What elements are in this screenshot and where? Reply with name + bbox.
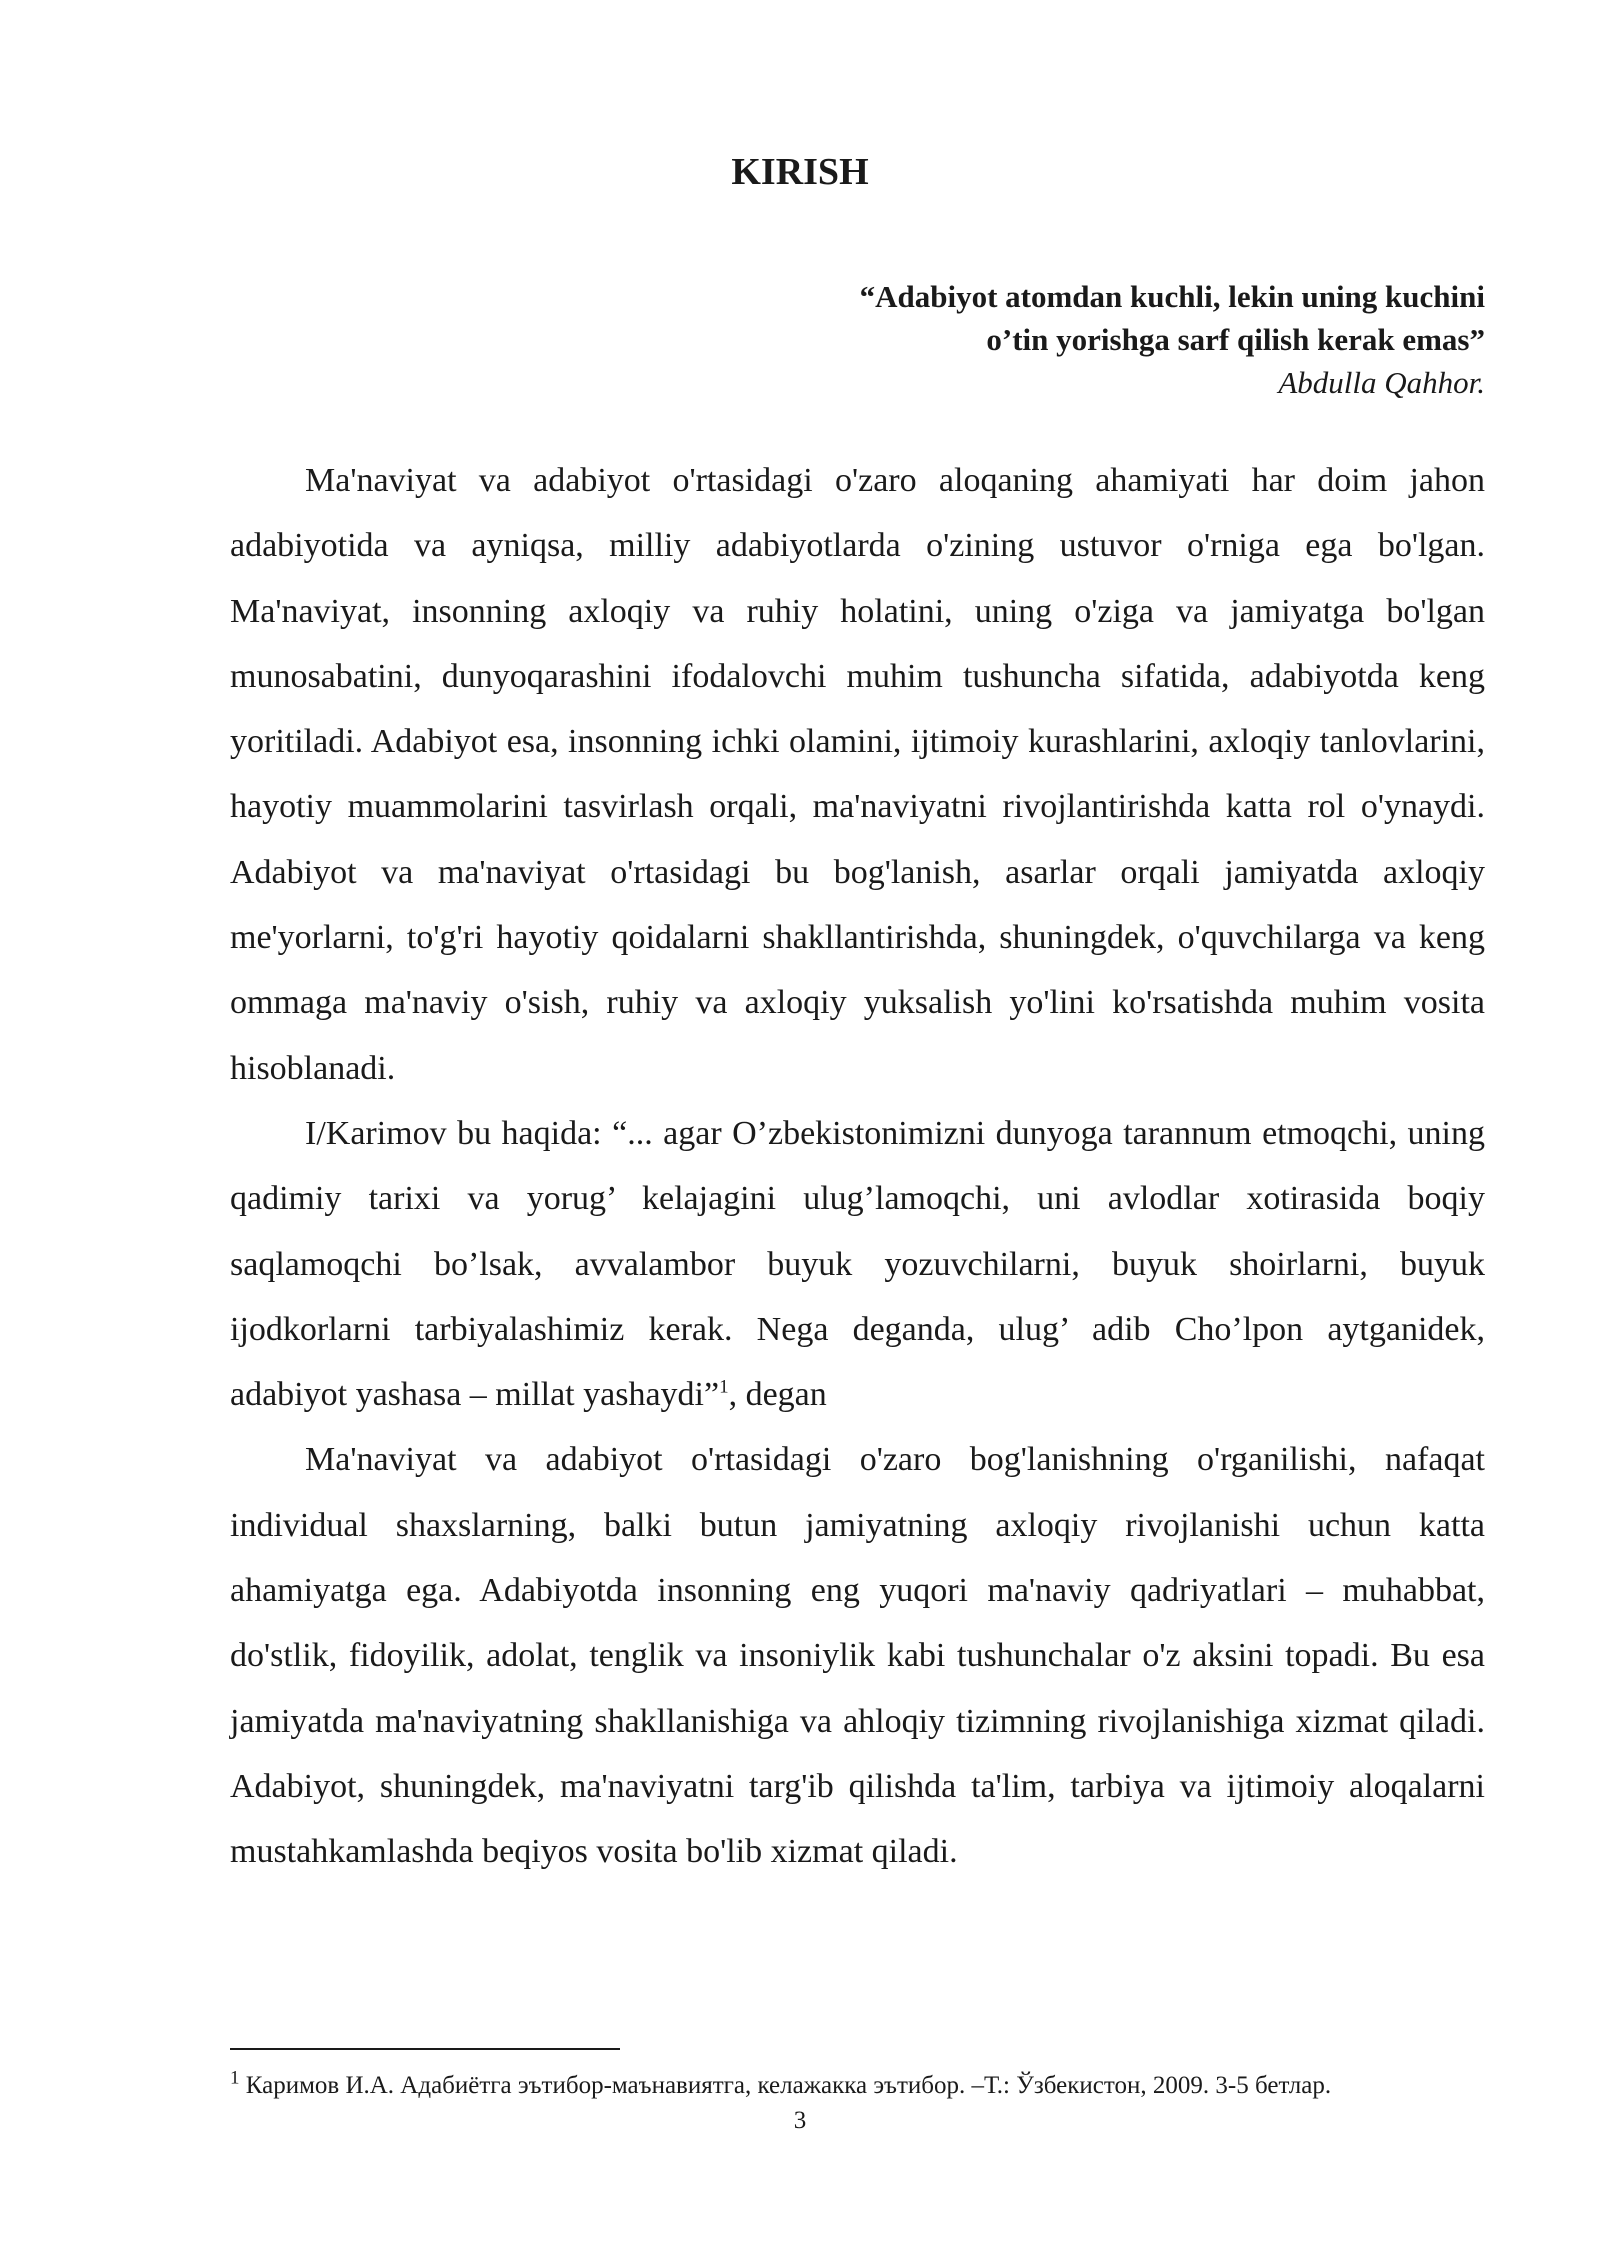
paragraph-2-text: I/Karimov bu haqida: “... agar O’zbekistonimizni dunyoga tarannum etmoqchi, uning qadimiy tarixi va yorug’ kelajagini ulug’lamoqchi, uni avlodlar xotirasida boqiy saqlamoqchi bo’lsak, avvalambor buyuk yozuvchilarni, buyuk shoirlarni, buyuk ijodkorlarni tarbiyalashimiz kerak. Nega deganda, ulug’ adib Cho’lpon aytganidek, adabiyot yashasa – millat yashaydi” xyxy=(230,1114,1485,1414)
paragraph-1: Ma'naviyat va adabiyot o'rtasidagi o'zaro aloqaning ahamiyati har doim jahon adabiyotida va ayniqsa, milliy adabiyotlarda o'zining ustuvor o'rniga ega bo'lgan. Ma'naviyat, insonning axloqiy va ruhiy holatini, uning o'ziga va jamiyatga bo'lgan munosabatini, dunyoqarashini ifodalovchi muhim tushuncha sifatida, adabiyotda keng yoritiladi. Adabiyot esa, insonning ichki olamini, ijtimoiy kurashlarini, axloqiy tanlovlarini, hayotiy muammolarini tasvirlash orqali, ma'naviyatni rivojlantirishda katta rol o'ynaydi. Adabiyot va ma'naviyat o'rtasidagi bu bog'lanish, asarlar orqali jamiyatda axloqiy me'yorlarni, to'g'ri hayotiy qoidalarni shakllantirishda, shuningdek, o'quvchilarga va keng ommaga ma'naviy o'sish, ruhiy va axloqiy yuksalish yo'lini ko'rsatishda muhim vosita hisoblanadi. xyxy=(230,462,1485,1087)
body-text xyxy=(230,448,1485,1885)
page-heading: KIRISH xyxy=(731,151,869,193)
epigraph-quote-line-2: o’tin yorishga sarf qilish kerak emas” xyxy=(986,322,1485,357)
epigraph-quote-line-1: “Adabiyot atomdan kuchli, lekin uning kuchini xyxy=(859,279,1485,314)
footnote-text: Каримов И.А. Адабиётга эътибор-маънавиятга, келажакка эътибор. –Т.: Ўзбекистон, 2009. 3-5 бетлар. xyxy=(239,2072,1332,2099)
epigraph xyxy=(860,275,1485,404)
footnote xyxy=(230,2068,1331,2104)
footnote-reference[interactable]: 1 xyxy=(719,1376,729,1398)
paragraph-3: Ma'naviyat va adabiyot o'rtasidagi o'zaro bog'lanishning o'rganilishi, nafaqat individual shaxslarning, balki butun jamiyatning axloqiy rivojlanishi uchun katta ahamiyatga ega. Adabiyotda insonning eng yuqori ma'naviy qadriyatlari – muhabbat, do'stlik, fidoyilik, adolat, tenglik va insoniylik kabi tushunchalar o'z aksini topadi. Bu esa jamiyatda ma'naviyatning shakllanishiga va ahloqiy tizimning rivojlanishiga xizmat qiladi. Adabiyot, shuningdek, ma'naviyatni targ'ib qilishda ta'lim, tarbiya va ijtimoiy aloqalarni mustahkamlashda beqiyos vosita bo'lib xizmat qiladi. xyxy=(230,1441,1485,1871)
page-number: 3 xyxy=(793,2107,807,2134)
footnote-separator xyxy=(230,2048,620,2050)
paragraph-2-tail: , degan xyxy=(728,1376,827,1414)
paragraph-2 xyxy=(230,1101,1485,1427)
footnote-number: 1 xyxy=(230,2067,240,2089)
epigraph-author: Abdulla Qahhor. xyxy=(1278,365,1485,400)
